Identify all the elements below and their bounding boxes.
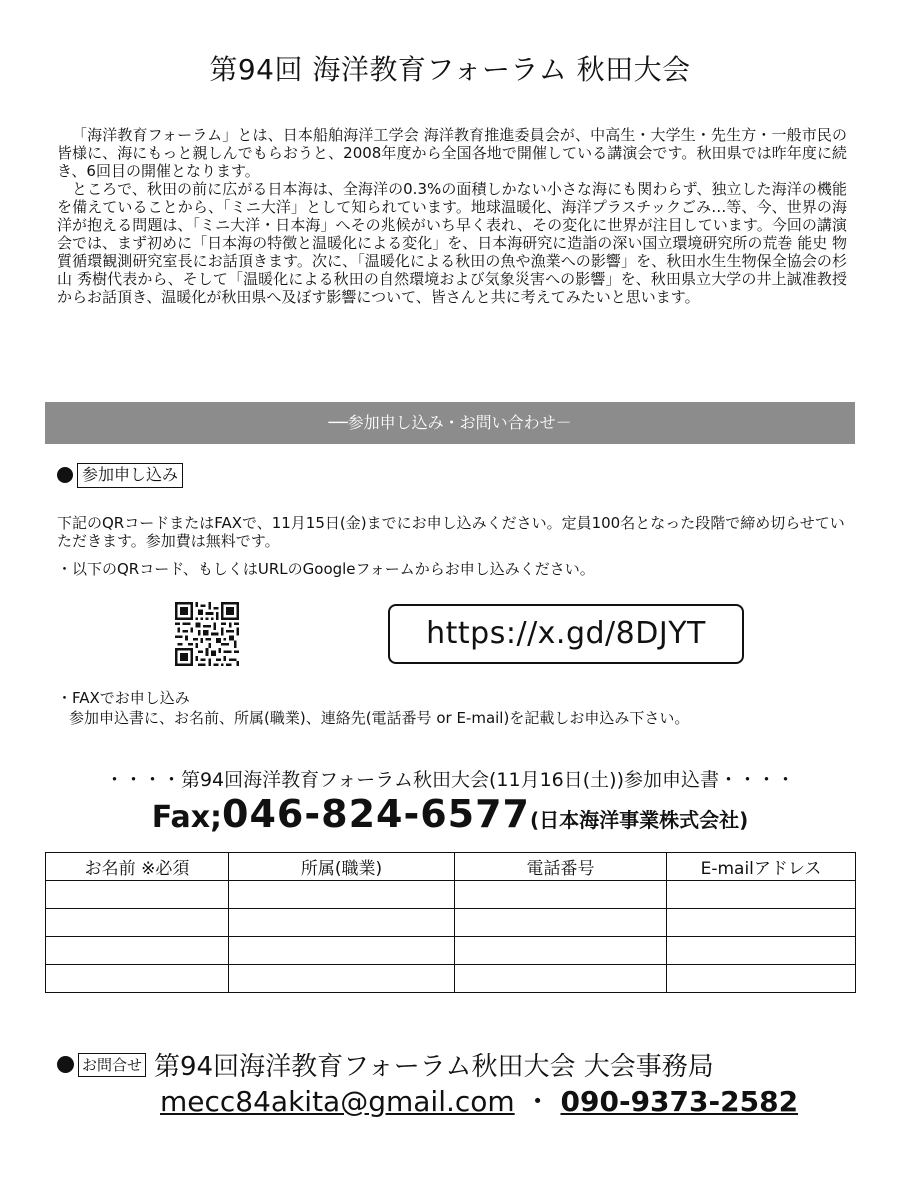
name-cell bbox=[46, 937, 229, 965]
contact-email-link[interactable]: mecc84akita@gmail.com bbox=[160, 1085, 515, 1118]
contact-phone[interactable]: 090-9373-2582 bbox=[560, 1085, 799, 1118]
page-title: 第94回 海洋教育フォーラム 秋田大会 bbox=[209, 53, 691, 86]
apply-label: 参加申し込み bbox=[77, 463, 183, 488]
apply-heading bbox=[57, 461, 183, 489]
name-cell bbox=[46, 909, 229, 937]
fax-label: Fax; bbox=[151, 800, 223, 835]
fax-body: 参加申込書に、お名前、所属(職業)、連絡先(電話番号 or E-mail)を記載しお申込み下さい。 bbox=[69, 709, 690, 727]
table-header-row bbox=[46, 853, 856, 881]
intro-paragraph: 「海洋教育フォーラム」とは、日本船舶海洋工学会 海洋教育推進委員会が、中高生・大学生・先生方・一般市民の皆様に、海にもっと親しんでもらおうと、2008年度から全国各地で開催している講演会です。秋田県では昨年度に続き、6回目の開催となります。 bbox=[57, 126, 847, 180]
fax-instructions bbox=[57, 688, 847, 728]
table-row bbox=[46, 937, 856, 965]
intro-text bbox=[57, 126, 847, 306]
name-cell bbox=[46, 965, 229, 993]
column-header-email: E-mailアドレス bbox=[667, 853, 856, 881]
fax-heading: ・FAXでお申し込み bbox=[57, 689, 190, 707]
email-cell bbox=[667, 881, 856, 909]
affiliation-cell bbox=[229, 965, 455, 993]
email-cell bbox=[667, 965, 856, 993]
table-row bbox=[46, 965, 856, 993]
contact-label: お問合せ bbox=[78, 1053, 146, 1077]
bullet-icon bbox=[57, 467, 73, 483]
table-row bbox=[46, 909, 856, 937]
table-row bbox=[46, 881, 856, 909]
application-table bbox=[45, 852, 856, 993]
phone-cell bbox=[455, 965, 667, 993]
qr-code-icon[interactable] bbox=[175, 602, 239, 666]
apply-qr-text: ・以下のQRコード、もしくはURLのGoogleフォームからお申し込みください。 bbox=[57, 560, 595, 578]
contact-separator: ・ bbox=[514, 1085, 561, 1118]
apply-deadline-text: 下記のQRコードまたはFAXで、11月15日(金)までにお申し込みください。定員100名となった段階で締め切らせていただきます。参加費は無料です。 bbox=[57, 514, 845, 550]
contact-heading bbox=[57, 1046, 714, 1083]
name-cell bbox=[46, 881, 229, 909]
apply-instructions bbox=[57, 514, 847, 578]
bullet-icon bbox=[57, 1056, 74, 1073]
phone-cell bbox=[455, 937, 667, 965]
affiliation-cell bbox=[229, 881, 455, 909]
section-bar: ──参加申し込み・お問い合わせ－ bbox=[45, 402, 855, 444]
email-cell bbox=[667, 909, 856, 937]
phone-cell bbox=[455, 881, 667, 909]
application-form-title: ・・・・第94回海洋教育フォーラム秋田大会(11月16日(土))参加申込書・・・・ bbox=[104, 769, 796, 791]
column-header-name: お名前 ※必須 bbox=[46, 853, 229, 881]
column-header-phone: 電話番号 bbox=[455, 853, 667, 881]
affiliation-cell bbox=[229, 909, 455, 937]
fax-company: (日本海洋事業株式会社) bbox=[530, 808, 749, 832]
email-cell bbox=[667, 937, 856, 965]
contact-details bbox=[160, 1080, 798, 1120]
fax-number: 046-824-6577 bbox=[222, 792, 530, 836]
intro-paragraph: ところで、秋田の前に広がる日本海は、全海洋の0.3%の面積しかない小さな海にも関わらず、独立した海洋の機能を備えていることから、「ミニ大洋」として知られています。地球温暖化、海洋プラスチックごみ…等、今、世界の海洋が抱える問題は、「ミニ大洋・日本海」へその兆候がいち早く表れ、その変化に世界が注目しています。今回の講演会では、まず初めに「日本海の特徴と温暖化による変化」を、日本海研究に造詣の深い国立環境研究所の荒巻 能史 物質循環観測研究室長にお話頂きます。次に、「温暖化による秋田の魚や漁業への影響」を、秋田水生生物保全協会の杉山 秀樹代表から、そして「温暖化による秋田の自然環境および気象災害への影響」を、秋田県立大学の井上誠准教授からお話頂き、温暖化が秋田県へ及ぼす影響について、皆さんと共に考えてみたいと思います。 bbox=[57, 180, 847, 306]
form-url-link[interactable]: https://x.gd/8DJYT bbox=[388, 604, 744, 664]
contact-office: 第94回海洋教育フォーラム秋田大会 大会事務局 bbox=[154, 1052, 714, 1082]
phone-cell bbox=[455, 909, 667, 937]
fax-number-line bbox=[0, 792, 900, 836]
column-header-affiliation: 所属(職業) bbox=[229, 853, 455, 881]
affiliation-cell bbox=[229, 937, 455, 965]
